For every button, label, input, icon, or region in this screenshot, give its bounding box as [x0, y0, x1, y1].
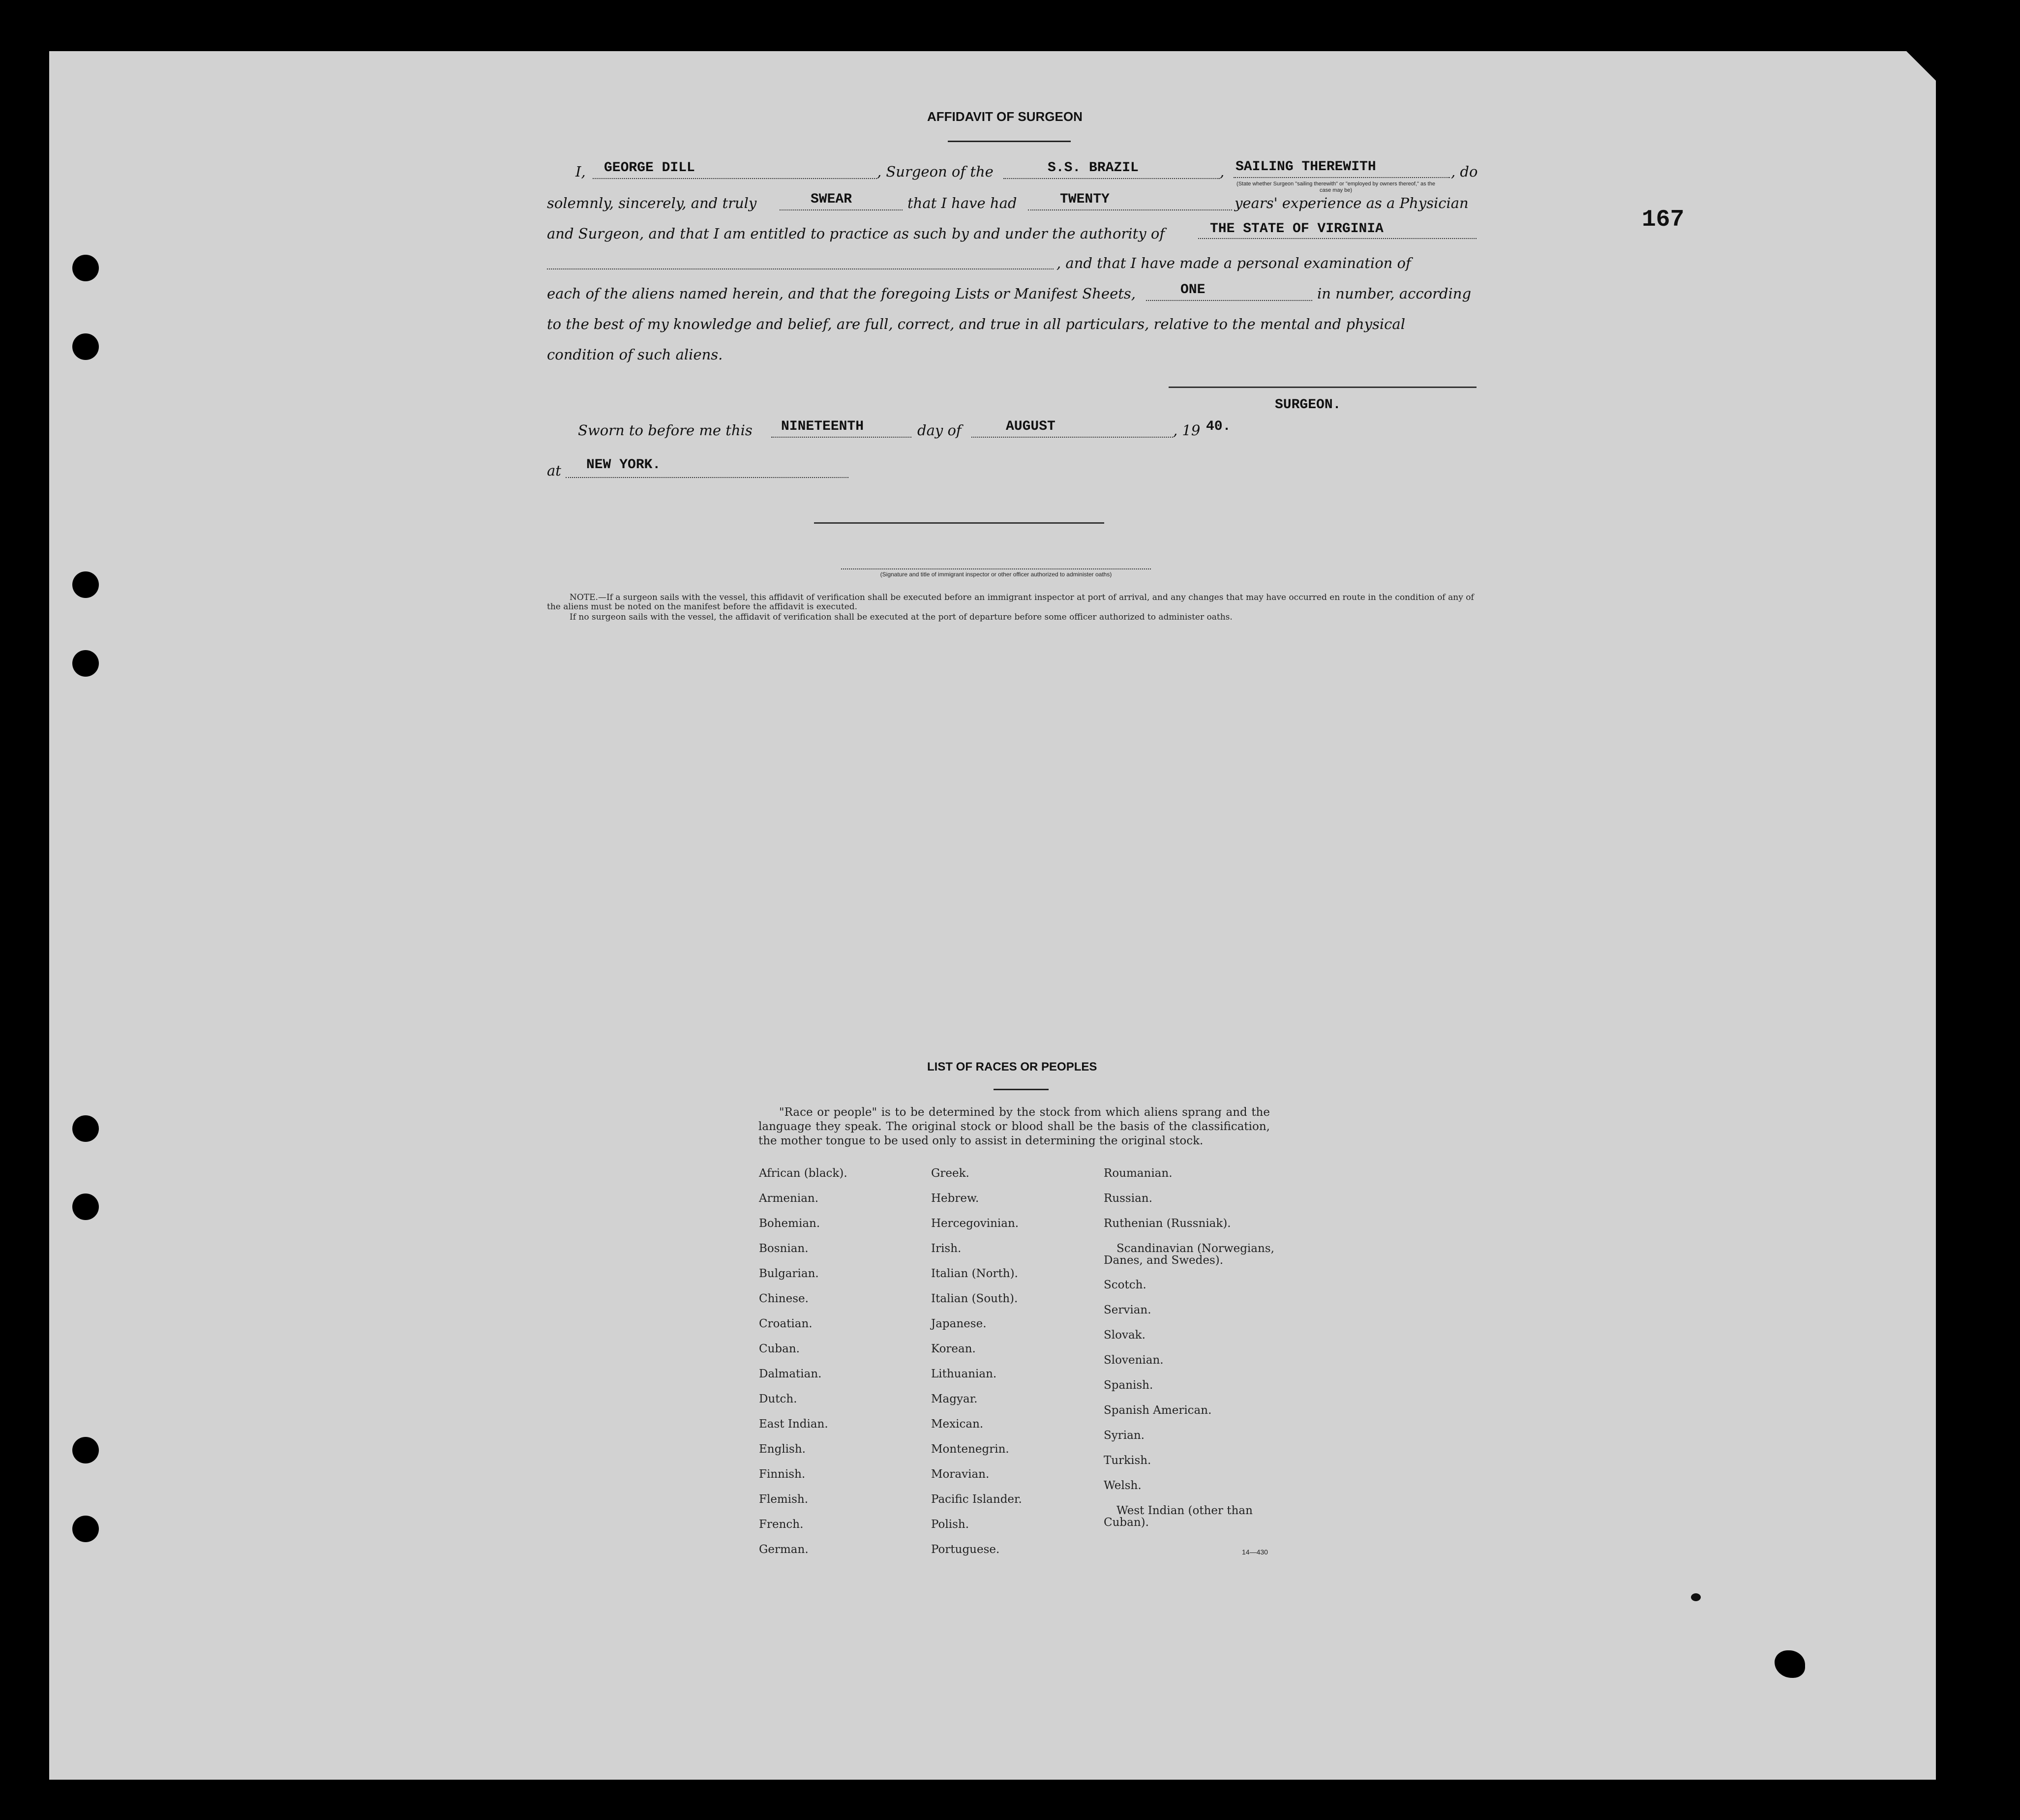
surgeon-label: SURGEON.: [1275, 397, 1341, 413]
day-line: [771, 437, 911, 438]
race-item: Irish.: [931, 1242, 962, 1255]
inspector-signature-line: [814, 522, 1104, 524]
race-item: Dutch.: [759, 1393, 797, 1405]
races-title: LIST OF RACES OR PEOPLES: [927, 1060, 1097, 1074]
race-item: Greek.: [931, 1167, 969, 1180]
oath-field: SWEAR: [811, 192, 852, 207]
authority-line: [1198, 238, 1477, 239]
race-item: Syrian.: [1104, 1429, 1145, 1442]
race-item: Dalmatian.: [759, 1368, 822, 1380]
race-item: African (black).: [759, 1167, 847, 1180]
race-item: German.: [759, 1543, 809, 1556]
race-item: Servian.: [1104, 1304, 1151, 1316]
race-item: East Indian.: [759, 1418, 828, 1431]
race-item: Bosnian.: [759, 1242, 809, 1255]
race-item: Croatian.: [759, 1317, 813, 1330]
text-i-have-had: that I have had: [907, 195, 1017, 211]
surgeon-name-field: GEORGE DILL: [604, 160, 695, 176]
sailing-line: [1234, 177, 1450, 178]
place-field: NEW YORK.: [586, 457, 661, 473]
race-item: French.: [759, 1518, 804, 1531]
years-field: TWENTY: [1060, 192, 1110, 207]
race-item: Mexican.: [931, 1418, 984, 1431]
race-item: Armenian.: [759, 1192, 819, 1205]
document-sheet: [49, 51, 1936, 1780]
races-title-underline: [994, 1089, 1049, 1090]
binder-hole: [72, 650, 99, 677]
oath-line: [780, 209, 903, 210]
race-item: Hercegovinian.: [931, 1217, 1019, 1230]
title-underline: [948, 141, 1071, 142]
binder-hole: [72, 571, 99, 598]
year-field: 40.: [1206, 419, 1231, 434]
race-item: Pacific Islander.: [931, 1493, 1022, 1506]
ink-blot: [1691, 1593, 1701, 1601]
text-best-of-knowledge: to the best of my knowledge and belief, are full, correct, and true in all particulars, relative to the mental and physical: [547, 316, 1405, 332]
text-in-number: in number, according: [1317, 285, 1472, 302]
race-item: Portuguese.: [931, 1543, 1000, 1556]
binder-hole: [72, 1516, 99, 1542]
binder-hole: [72, 255, 99, 281]
text-year-prefix: , 19: [1173, 422, 1201, 439]
text-day-of: day of: [917, 422, 962, 439]
race-item: Italian (South).: [931, 1292, 1018, 1305]
text-surgeon-of: , Surgeon of the: [877, 163, 994, 180]
race-item: Russian.: [1104, 1192, 1152, 1205]
text-at: at: [547, 462, 561, 479]
race-item: English.: [759, 1443, 806, 1456]
authority-field: THE STATE OF VIRGINIA: [1210, 221, 1384, 237]
form-number: 14—430: [1242, 1548, 1268, 1556]
text-and-surgeon: and Surgeon, and that I am entitled to practice as such by and under the authority of: [547, 225, 1165, 242]
sheets-line: [1146, 300, 1312, 301]
text-solemnly: solemnly, sincerely, and truly: [547, 195, 757, 211]
race-item: Montenegrin.: [931, 1443, 1009, 1456]
text-sworn: Sworn to before me this: [578, 422, 753, 439]
text-condition: condition of such aliens.: [547, 346, 723, 363]
month-line: [971, 437, 1173, 438]
text-personal-examination: , and that I have made a personal examination of: [1056, 255, 1411, 271]
surgeon-signature-line: [1169, 387, 1477, 388]
text-comma: ,: [1220, 163, 1225, 180]
note-surgeon-sails: NOTE.—If a surgeon sails with the vessel, this affidavit of verification shall be executed before an immigrant inspector at port of arrival, and any changes that may have occurred en route in the condition of any of the aliens must be noted on the manifest before the affidavit is executed.: [547, 593, 1474, 612]
race-item: Finnish.: [759, 1468, 806, 1481]
vessel-line: [1003, 178, 1220, 179]
years-line: [1028, 209, 1232, 210]
race-item: Scotch.: [1104, 1279, 1146, 1291]
race-item: Bulgarian.: [759, 1267, 819, 1280]
folded-corner: [1906, 51, 1936, 81]
binder-hole: [72, 333, 99, 360]
race-item: Spanish.: [1104, 1379, 1153, 1392]
place-line: [566, 477, 848, 478]
caption-rule: [841, 568, 1151, 569]
text-i: I,: [575, 163, 586, 180]
race-item: Italian (North).: [931, 1267, 1018, 1280]
race-item: Magyar.: [931, 1393, 978, 1405]
month-field: AUGUST: [1006, 419, 1055, 434]
race-item: Korean.: [931, 1343, 976, 1355]
race-item: Welsh.: [1104, 1479, 1142, 1492]
race-item: Scandinavian (Norwegians, Danes, and Swedes).: [1104, 1242, 1274, 1267]
page-number: 167: [1642, 207, 1685, 233]
sailing-field: SAILING THEREWITH: [1236, 159, 1376, 175]
race-item: Spanish American.: [1104, 1404, 1212, 1417]
note-no-surgeon: If no surgeon sails with the vessel, the affidavit of verification shall be executed at the port of departure before some officer authorized to administer oaths.: [570, 612, 1233, 622]
text-each-of-aliens: each of the aliens named herein, and that the foregoing Lists or Manifest Sheets,: [547, 285, 1136, 302]
race-item: Turkish.: [1104, 1454, 1151, 1467]
binder-hole: [72, 1437, 99, 1463]
binder-hole: [72, 1193, 99, 1220]
race-item: Chinese.: [759, 1292, 809, 1305]
race-item: Slovak.: [1104, 1329, 1146, 1342]
affidavit-title: AFFIDAVIT OF SURGEON: [927, 109, 1083, 124]
text-years-experience: years' experience as a Physician: [1235, 195, 1469, 211]
sheets-field: ONE: [1180, 282, 1206, 298]
race-item: Roumanian.: [1104, 1167, 1173, 1180]
race-item: Flemish.: [759, 1493, 809, 1506]
race-item: Ruthenian (Russniak).: [1104, 1217, 1231, 1230]
race-item: Hebrew.: [931, 1192, 979, 1205]
binder-hole: [72, 1115, 99, 1142]
race-item: Moravian.: [931, 1468, 990, 1481]
race-item: Slovenian.: [1104, 1354, 1164, 1367]
race-item: Polish.: [931, 1518, 969, 1531]
day-field: NINETEENTH: [781, 419, 864, 434]
race-item: Cuban.: [759, 1343, 800, 1355]
race-item: Lithuanian.: [931, 1368, 997, 1380]
sailing-instruction: (State whether Surgeon "sailing therewith" or "employed by owners thereof," as the case may be): [1236, 181, 1435, 193]
races-intro: "Race or people" is to be determined by the stock from which aliens sprang and the language they speak. The original stock or blood shall be the basis of the classification, the mother tongue to be used only to assist in determining the original stock.: [758, 1106, 1270, 1147]
surgeon-name-line: [593, 178, 877, 179]
text-do: , do: [1451, 163, 1478, 180]
race-item: West Indian (other than Cuban).: [1104, 1504, 1253, 1529]
race-item: Bohemian.: [759, 1217, 820, 1230]
race-item: Japanese.: [931, 1317, 987, 1330]
signature-caption: (Signature and title of immigrant inspector or other officer authorized to administer oaths): [880, 571, 1112, 578]
vessel-field: S.S. BRAZIL: [1048, 160, 1139, 176]
